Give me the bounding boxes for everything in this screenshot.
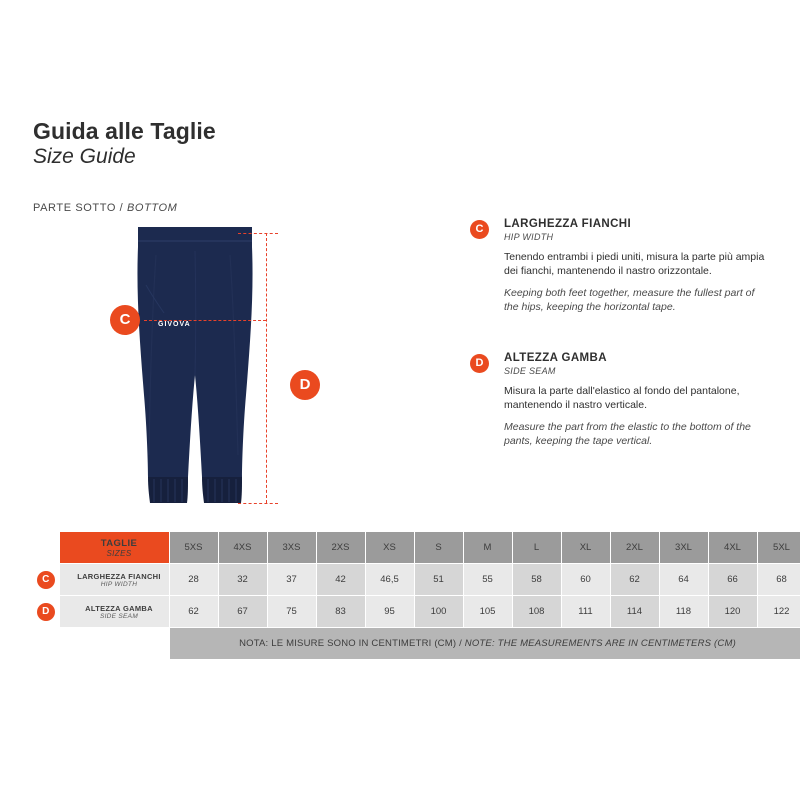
cell-hip-11: 66 [708,564,757,596]
header-size-7: L [512,532,561,564]
measurement-descriptions [470,218,770,474]
cell-hip-4: 46,5 [365,564,414,596]
header-size-4: XS [365,532,414,564]
note-label-spacer [59,628,169,660]
cell-leg-1: 67 [218,596,267,628]
header-size-8: XL [561,532,610,564]
cell-hip-6: 55 [463,564,512,596]
cell-hip-2: 37 [267,564,316,596]
table-note [169,628,800,660]
row-label-en: SIDE SEAM [99,612,139,620]
row-label-hip-width [59,564,169,596]
header-sizes-label [59,532,169,564]
leg-top-tick [238,233,278,234]
row-label-it: LARGHEZZA FIANCHI [77,571,161,581]
leg-measure-line [266,233,267,503]
header-size-0: 5XS [169,532,218,564]
header-size-12: 5XL [757,532,800,564]
cell-hip-3: 42 [316,564,365,596]
cell-hip-10: 64 [659,564,708,596]
description-text-en: Measure the part from the elastic to the bottom of the pants, keeping the tape vertical. [504,421,751,447]
header-sizes-label-it: TAGLIE [100,537,138,549]
section-label-it: PARTE SOTTO [33,202,117,214]
cell-hip-9: 62 [610,564,659,596]
cell-leg-12: 122 [757,596,800,628]
table-note-en: NOTE: THE MEASUREMENTS ARE IN CENTIMETERS (CM) [464,638,736,649]
header-size-11: 4XL [708,532,757,564]
cell-leg-6: 105 [463,596,512,628]
note-marker-spacer [33,628,59,660]
description-hip-width [470,218,770,314]
row-marker-c [33,564,59,596]
cell-leg-11: 120 [708,596,757,628]
cell-hip-12: 68 [757,564,800,596]
marker-c-table: C [37,571,55,589]
cell-leg-4: 95 [365,596,414,628]
table-row [33,564,800,596]
section-label-separator: / [116,202,127,214]
table-header-row [33,532,800,564]
cell-hip-8: 60 [561,564,610,596]
size-table-wrapper [33,531,790,660]
description-text-en: Keeping both feet together, measure the fullest part of the hips, keeping the horizontal tape. [504,287,755,313]
cell-leg-2: 75 [267,596,316,628]
row-marker-d [33,596,59,628]
size-table [33,531,800,660]
description-title-en: HIP WIDTH [504,232,554,242]
marker-d-table: D [37,603,55,621]
cell-leg-5: 100 [414,596,463,628]
cell-hip-7: 58 [512,564,561,596]
section-label-en: BOTTOM [126,202,178,214]
illustration [110,225,440,510]
cell-leg-10: 118 [659,596,708,628]
page-title: Guida alle Taglie [33,118,216,144]
cell-leg-0: 62 [169,596,218,628]
description-title-en: SIDE SEAM [504,366,556,376]
pants-illustration [130,225,260,508]
table-note-it: NOTA: LE MISURE SONO IN CENTIMETRI (CM) [239,638,457,649]
description-text-it: Tenendo entrambi i piedi uniti, misura la parte più ampia dei fianchi, mantenendo il nastro orizzontale. [504,251,765,277]
cell-hip-5: 51 [414,564,463,596]
marker-d-illustration: D [290,370,320,400]
table-row [33,596,800,628]
header-size-2: 3XS [267,532,316,564]
cell-leg-9: 114 [610,596,659,628]
table-note-separator: / [456,638,465,649]
header-size-1: 4XS [218,532,267,564]
cell-hip-1: 32 [218,564,267,596]
brand-logo-text: GIVOVA [158,321,191,328]
cell-hip-0: 28 [169,564,218,596]
hip-measure-line [144,320,266,321]
cell-leg-8: 111 [561,596,610,628]
marker-d-description: D [470,354,489,373]
description-title-it: LARGHEZZA FIANCHI [504,218,632,230]
page-subtitle: Size Guide [33,145,136,168]
cell-leg-7: 108 [512,596,561,628]
cell-leg-3: 83 [316,596,365,628]
header-marker-spacer [33,532,59,564]
description-title-it: ALTEZZA GAMBA [504,352,607,364]
description-text-it: Misura la parte dall'elastico al fondo del pantalone, mantenendo il nastro verticale. [504,385,740,411]
section-label [33,202,177,214]
table-note-row [33,628,800,660]
description-side-seam [470,352,770,448]
header-size-3: 2XS [316,532,365,564]
header-size-9: 2XL [610,532,659,564]
page-title-block [33,118,216,169]
header-size-6: M [463,532,512,564]
header-sizes-label-en: SIZES [106,548,132,558]
header-size-10: 3XL [659,532,708,564]
marker-c-illustration: C [110,305,140,335]
leg-bottom-tick [238,503,278,504]
row-label-it: ALTEZZA GAMBA [85,603,153,613]
header-size-5: S [414,532,463,564]
marker-c-description: C [470,220,489,239]
row-label-en: HIP WIDTH [100,580,138,588]
row-label-side-seam [59,596,169,628]
